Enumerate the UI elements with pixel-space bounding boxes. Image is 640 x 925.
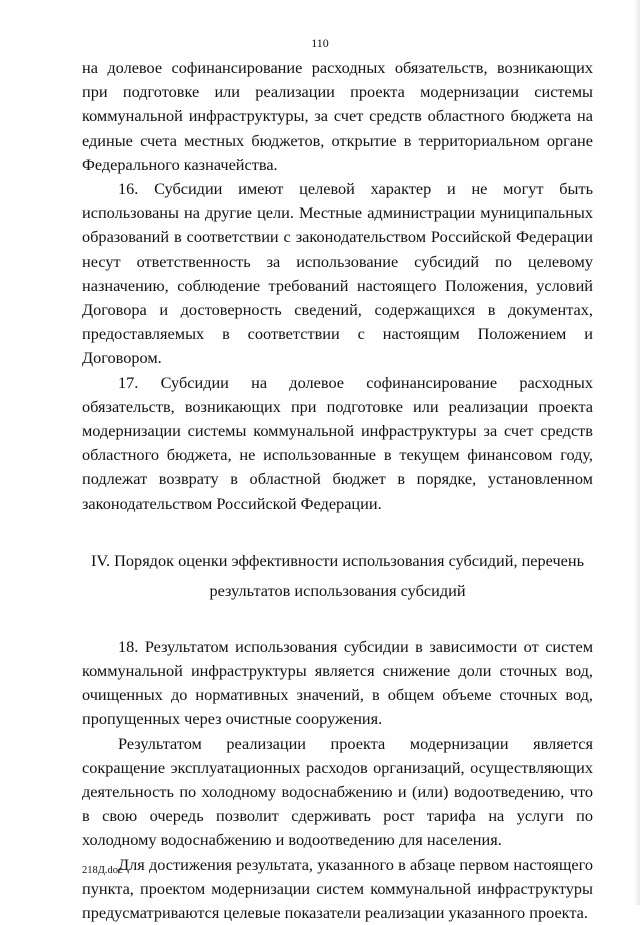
paragraph-continuation: на долевое софинансирование расходных обязательств, возникающих при подготовке или реализации проекта модернизации системы коммунальной инфраструктуры, за счет средств областного бюджета на единые счета местных бюджетов, открытие в территориальном органе Федерального казначейства. [82,58,593,174]
paragraph-result-modernization: Результатом реализации проекта модернизации является сокращение эксплуатационных расходов организаций, осуществляющих деятельность по холодному водоснабжению и (или) водоотведению, что в свою очередь позволит сдерживать рост тарифа на услуги по холодному водоснабжению и водоотведению для населения. [82,733,593,850]
paragraph-18: 18. Результатом использования субсидии в зависимости от систем коммунальной инфраструктуры является снижение доли сточных вод, очищенных до нормативных значений, в общем объеме сточных вод, пропущенных через очистные сооружения. [82,636,593,729]
paragraph-16: 16. Субсидии имеют целевой характер и не могут быть использованы на другие цели. Местные администрации муниципальных образований в соответствии с законодательством Российской Федерации несут ответственность за использование субсидий по целевому назначению, соблюдение требований настоящего Положения, условий Договора и достоверность сведений, содержащихся в документах, предоставляемых в соответствии с настоящим Положением и Договором. [82,179,593,368]
paragraph-17: 17. Субсидии на долевое софинансирование расходных обязательств, возникающих при подготовке или реализации проекта модернизации системы коммунальной инфраструктуры за счет средств областного бюджета, не использованные в текущем финансовом году, подлежат возврату в областной бюджет в порядке, установленном законодательством Российской Федерации. [82,372,593,513]
page-edge-shadow [634,0,640,905]
paragraph-target-indicators: Для достижения результата, указанного в абзаце первом настоящего пункта, проектом модернизации систем коммунальной инфраструктуры предусматриваются целевые показатели реализации указанного проекта. [82,854,593,923]
file-name-footer: 218Д.doc [82,865,123,876]
section-heading-line-1: IV. Порядок оценки эффективности использования субсидий, перечень [90,550,585,570]
document-body [82,56,593,925]
page-number: 110 [311,36,329,50]
section-heading [82,546,593,606]
section-heading-line-2: результатов использования субсидий [209,580,466,600]
